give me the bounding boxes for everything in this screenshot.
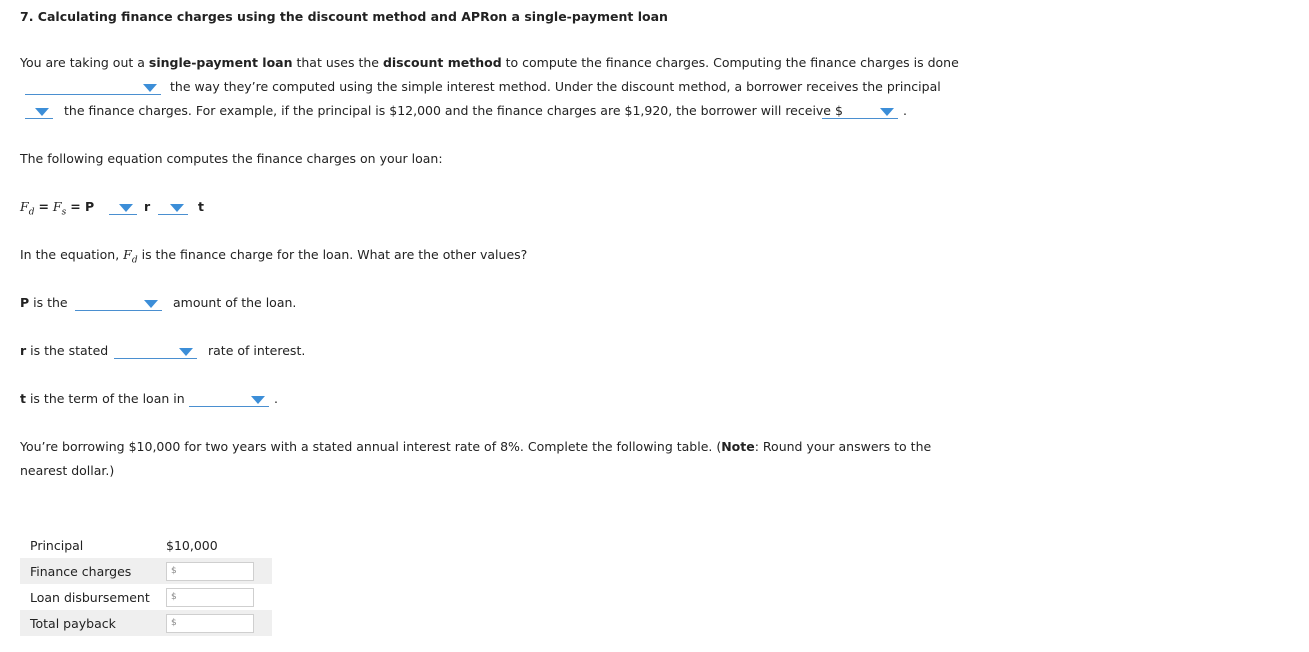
- loan-disbursement-input[interactable]: [166, 588, 254, 607]
- para1-line1: [20, 55, 959, 71]
- t-definition-suffix: .: [274, 391, 278, 406]
- dollar-prefix: $: [171, 617, 177, 628]
- other-values-question: [20, 247, 527, 269]
- dollar-prefix: $: [171, 565, 177, 576]
- r-definition-dropdown[interactable]: [114, 344, 197, 359]
- table-row: [20, 610, 272, 636]
- t-definition-label: [20, 391, 185, 407]
- chevron-down-icon: [35, 108, 49, 116]
- para1-line3: the finance charges. For example, if the principal is $12,000 and the finance charges are $1,920, the borrower will receive $: [64, 103, 843, 118]
- fd-subscript: d: [131, 255, 138, 266]
- fd-symbol-inline: [123, 247, 138, 266]
- equals-p: = P: [70, 199, 95, 214]
- para1-text: that uses the: [292, 55, 383, 70]
- finance-charges-cell: [155, 558, 272, 584]
- fs-symbol: [52, 199, 67, 218]
- dollar-prefix: $: [171, 591, 177, 602]
- fd-letter: F: [123, 247, 132, 262]
- row-label: Principal: [30, 537, 84, 553]
- fs-letter: F: [52, 199, 62, 214]
- note-label: Note: [721, 439, 755, 454]
- equation-operator-2-dropdown[interactable]: [158, 200, 188, 215]
- para1-period: .: [903, 103, 907, 118]
- equation-t: t: [198, 199, 204, 214]
- r-definition-suffix: rate of interest.: [208, 343, 306, 358]
- problem-text-line2: nearest dollar.): [20, 463, 115, 478]
- table-row: [20, 532, 272, 558]
- row-label: Total payback: [20, 610, 155, 636]
- chevron-down-icon: [144, 300, 158, 308]
- chevron-down-icon: [119, 204, 133, 212]
- other-values-text: In the equation,: [20, 247, 124, 262]
- para1-text: to compute the finance charges. Computing the finance charges is done: [501, 55, 959, 70]
- p-definition-label: [20, 295, 68, 311]
- total-payback-input[interactable]: [166, 614, 254, 633]
- equation-intro: The following equation computes the finance charges on your loan:: [20, 151, 443, 166]
- r-label-text: is the stated: [26, 343, 109, 358]
- row-label: Finance charges: [20, 558, 155, 584]
- p-definition-dropdown[interactable]: [75, 296, 162, 311]
- t-label-text: is the term of the loan in: [25, 391, 185, 406]
- equation-r: r: [144, 199, 151, 214]
- problem-text: : Round your answers to the: [754, 439, 932, 454]
- chevron-down-icon: [179, 348, 193, 356]
- r-variable: r: [20, 343, 27, 358]
- para1-bold-discount: discount method: [382, 55, 502, 70]
- chevron-down-icon: [880, 108, 894, 116]
- equals-sign: =: [38, 199, 49, 214]
- table-row: [20, 584, 272, 610]
- finance-charges-input[interactable]: [166, 562, 254, 581]
- row-label: Loan disbursement: [30, 589, 150, 605]
- para1-bold-single-payment: single-payment loan: [148, 55, 293, 70]
- para1-line2: the way they’re computed using the simple interest method. Under the discount method, a borrower receives the principal: [170, 79, 941, 94]
- total-payback-cell: [155, 610, 272, 636]
- loan-table: [20, 532, 272, 636]
- fd-symbol: [20, 199, 35, 218]
- t-definition-dropdown[interactable]: [189, 392, 269, 407]
- p-variable: P: [20, 295, 30, 310]
- para1-text: You are taking out a: [20, 55, 149, 70]
- table-row: [20, 558, 272, 584]
- p-label-text: is the: [29, 295, 68, 310]
- chevron-down-icon: [251, 396, 265, 404]
- chevron-down-icon: [143, 84, 157, 92]
- r-definition-label: [20, 343, 108, 359]
- p-definition-suffix: amount of the loan.: [173, 295, 297, 310]
- problem-text-line1: [20, 439, 931, 455]
- fs-subscript: s: [61, 207, 67, 218]
- fd-subscript: d: [28, 207, 35, 218]
- equation-operator-1-dropdown[interactable]: [109, 200, 137, 215]
- fd-letter: F: [20, 199, 29, 214]
- question-title: 7. Calculating finance charges using the discount method and APRon a single-payment loan: [20, 9, 668, 24]
- computation-comparison-dropdown[interactable]: [25, 80, 161, 95]
- borrower-receives-dropdown[interactable]: [822, 104, 898, 119]
- principal-value: $10,000: [166, 537, 218, 553]
- principal-operation-dropdown[interactable]: [25, 104, 53, 119]
- chevron-down-icon: [170, 204, 184, 212]
- other-values-text: is the finance charge for the loan. What are the other values?: [137, 247, 528, 262]
- t-variable: t: [20, 391, 26, 406]
- loan-disbursement-cell: [155, 584, 272, 610]
- problem-text: You’re borrowing $10,000 for two years with a stated annual interest rate of 8%. Complete the following table. (: [20, 439, 722, 454]
- equation: [20, 199, 94, 221]
